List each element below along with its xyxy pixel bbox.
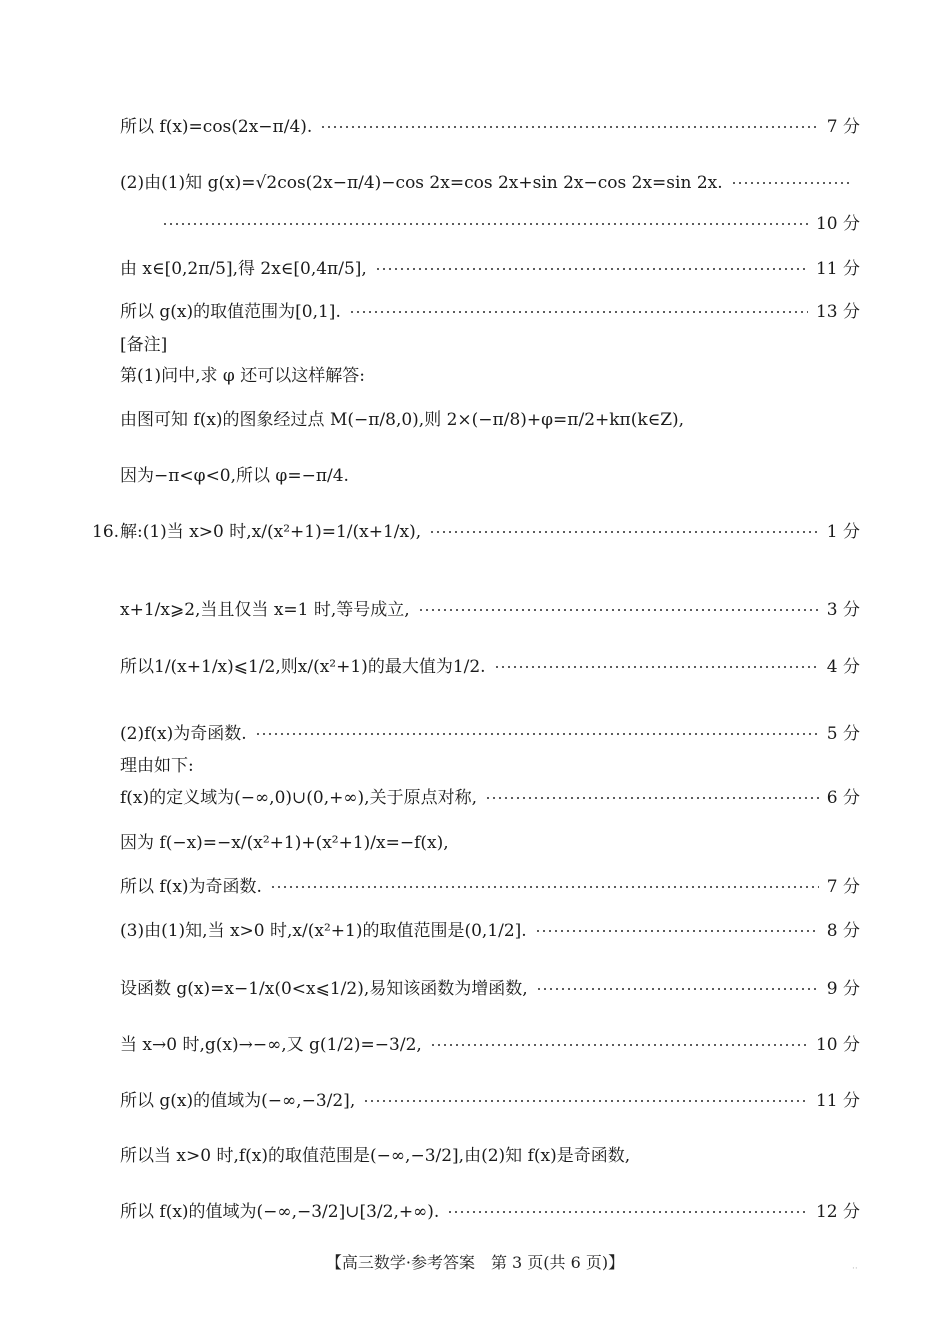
line-text: 所以 g(x)的取值范围为[0,1]. <box>120 302 341 322</box>
answer-line <box>120 466 349 486</box>
dot-leader <box>270 886 819 888</box>
score: 7 分 <box>826 877 860 897</box>
line-text: 当 x→0 时,g(x)→−∞,又 g(1/2)=−3/2, <box>120 1035 422 1055</box>
dot-leader <box>320 126 818 128</box>
score: 9 分 <box>826 979 860 999</box>
score: 10 分 <box>815 1035 860 1055</box>
answer-line <box>120 833 449 853</box>
line-text: 所以1/(x+1/x)⩽1/2,则x/(x²+1)的最大值为1/2. <box>120 657 486 677</box>
score: 12 分 <box>815 1202 860 1222</box>
answer-line <box>120 302 860 322</box>
line-text: f(x)的定义域为(−∞,0)∪(0,+∞),关于原点对称, <box>120 788 477 808</box>
dot-leader <box>429 531 819 533</box>
score: 11 分 <box>815 259 860 279</box>
answer-line <box>120 756 194 776</box>
score: 3 分 <box>826 600 860 620</box>
dot-leader <box>535 930 819 932</box>
line-text: 所以 f(x)=cos(2x−π/4). <box>120 117 313 137</box>
answer-line <box>120 657 860 677</box>
note-heading <box>120 335 167 355</box>
answer-line <box>120 173 860 193</box>
line-text: 由 x∈[0,2π/5],得 2x∈[0,4π/5], <box>120 259 367 279</box>
score: 8 分 <box>826 921 860 941</box>
score: 6 分 <box>826 788 860 808</box>
page-footer: 【高三数学·参考答案 第 3 页(共 6 页)】 <box>325 1253 625 1272</box>
line-text: 理由如下: <box>120 756 194 776</box>
score: 11 分 <box>815 1091 860 1111</box>
line-text: x+1/x⩾2,当且仅当 x=1 时,等号成立, <box>120 600 410 620</box>
line-text: 所以 f(x)的值域为(−∞,−3/2]∪[3/2,+∞). <box>120 1202 440 1222</box>
answer-line <box>120 259 860 279</box>
answer-line <box>120 724 860 744</box>
answer-line <box>120 600 860 620</box>
dot-leader <box>430 1044 808 1046</box>
dot-leader <box>418 609 819 611</box>
line-text: 由图可知 f(x)的图象经过点 M(−π/8,0),则 2×(−π/8)+φ=π/2+kπ(k∈Z), <box>120 410 685 430</box>
answer-line <box>120 788 860 808</box>
line-text: 因为 f(−x)=−x/(x²+1)+(x²+1)/x=−f(x), <box>120 833 449 853</box>
score: 1 分 <box>826 522 860 542</box>
scan-mark: ·· <box>852 1264 858 1274</box>
dot-leader <box>536 988 819 990</box>
answer-line <box>120 410 684 430</box>
answer-line <box>120 921 860 941</box>
answer-line <box>162 214 860 234</box>
answer-line <box>120 366 365 386</box>
line-text: 所以当 x>0 时,f(x)的取值范围是(−∞,−3/2],由(2)知 f(x)是奇函数, <box>120 1146 631 1166</box>
dot-leader <box>731 182 852 184</box>
dot-leader <box>494 666 819 668</box>
line-text: (2)由(1)知 g(x)=√2cos(2x−π/4)−cos 2x=cos 2x+sin 2x−cos 2x=sin 2x. <box>120 173 723 193</box>
answer-line <box>120 1202 860 1222</box>
dot-leader <box>349 311 808 313</box>
dot-leader <box>363 1100 808 1102</box>
answer-line <box>120 979 860 999</box>
answer-line <box>120 877 860 897</box>
line-text: (2)f(x)为奇函数. <box>120 724 247 744</box>
answer-line <box>120 1146 630 1166</box>
question-number: 16. <box>92 522 120 542</box>
answer-line <box>120 117 860 137</box>
dot-leader <box>447 1211 808 1213</box>
score: 7 分 <box>826 117 860 137</box>
answer-line <box>120 1035 860 1055</box>
line-text: 所以 f(x)为奇函数. <box>120 877 262 897</box>
line-text: 设函数 g(x)=x−1/x(0<x⩽1/2),易知该函数为增函数, <box>120 979 528 999</box>
dot-leader <box>485 797 819 799</box>
line-text: 所以 g(x)的值域为(−∞,−3/2], <box>120 1091 356 1111</box>
line-text: 解:(1)当 x>0 时,x/(x²+1)=1/(x+1/x), <box>120 522 422 542</box>
dot-leader <box>255 733 819 735</box>
line-text: 因为−π<φ<0,所以 φ=−π/4. <box>120 466 349 486</box>
answer-line <box>120 1091 860 1111</box>
answer-line <box>120 522 860 542</box>
score: 13 分 <box>815 302 860 322</box>
score: 10 分 <box>815 214 860 234</box>
line-text: [备注] <box>120 335 168 355</box>
line-text: 第(1)问中,求 φ 还可以这样解答: <box>120 366 365 386</box>
score: 5 分 <box>826 724 860 744</box>
dot-leader <box>162 223 808 225</box>
score: 4 分 <box>826 657 860 677</box>
line-text: (3)由(1)知,当 x>0 时,x/(x²+1)的取值范围是(0,1/2]. <box>120 921 527 941</box>
dot-leader <box>375 268 808 270</box>
